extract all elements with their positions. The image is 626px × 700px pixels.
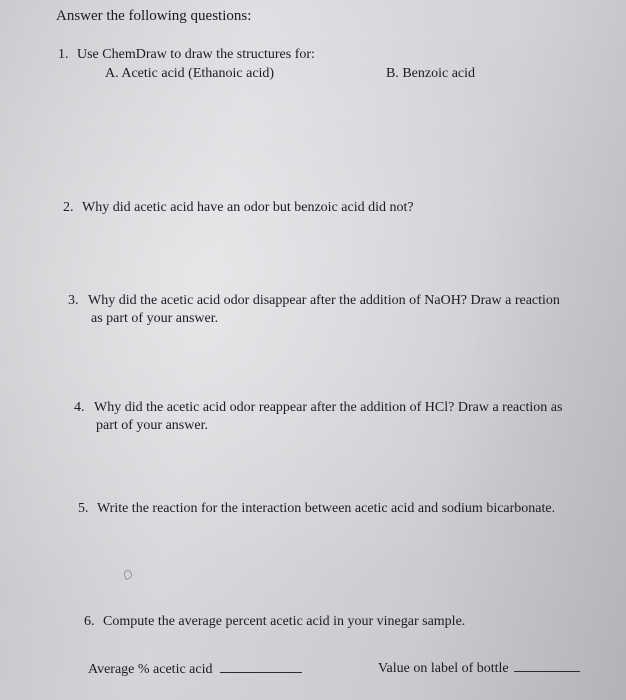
question-6-text: Compute the average percent acetic acid in your vinegar sample. xyxy=(103,614,466,629)
question-2-text: Why did acetic acid have an odor but benzoic acid did not? xyxy=(82,200,414,215)
question-6-number: 6. xyxy=(84,614,95,629)
question-3-number: 3. xyxy=(68,293,79,308)
question-1-text: Use ChemDraw to draw the structures for: xyxy=(77,47,315,62)
question-2-number: 2. xyxy=(63,200,74,215)
average-percent-blank[interactable] xyxy=(220,660,302,673)
question-4-number: 4. xyxy=(74,400,85,415)
question-3-line-2: as part of your answer. xyxy=(91,311,219,326)
label-value-blank[interactable] xyxy=(514,659,580,672)
question-4-line-2: part of your answer. xyxy=(96,418,208,433)
label-value-label: Value on label of bottle xyxy=(378,661,509,676)
question-1-number: 1. xyxy=(58,47,69,62)
question-1-part-b: B. Benzoic acid xyxy=(386,66,476,81)
label-value-row xyxy=(378,659,580,677)
worksheet-heading: Answer the following questions: xyxy=(56,8,252,24)
question-4-line-1: Why did the acetic acid odor reappear after the addition of HCl? Draw a reaction as xyxy=(94,400,563,415)
question-5-text: Write the reaction for the interaction between acetic acid and sodium bicarbonate. xyxy=(97,501,556,516)
question-5-number: 5. xyxy=(78,501,89,516)
average-percent-row xyxy=(88,660,302,678)
question-3-line-1: Why did the acetic acid odor disappear after the addition of NaOH? Draw a reaction xyxy=(88,293,560,308)
question-1-part-a: A. Acetic acid (Ethanoic acid) xyxy=(105,66,275,81)
pen-mark xyxy=(123,569,134,580)
average-percent-label: Average % acetic acid xyxy=(88,662,213,677)
